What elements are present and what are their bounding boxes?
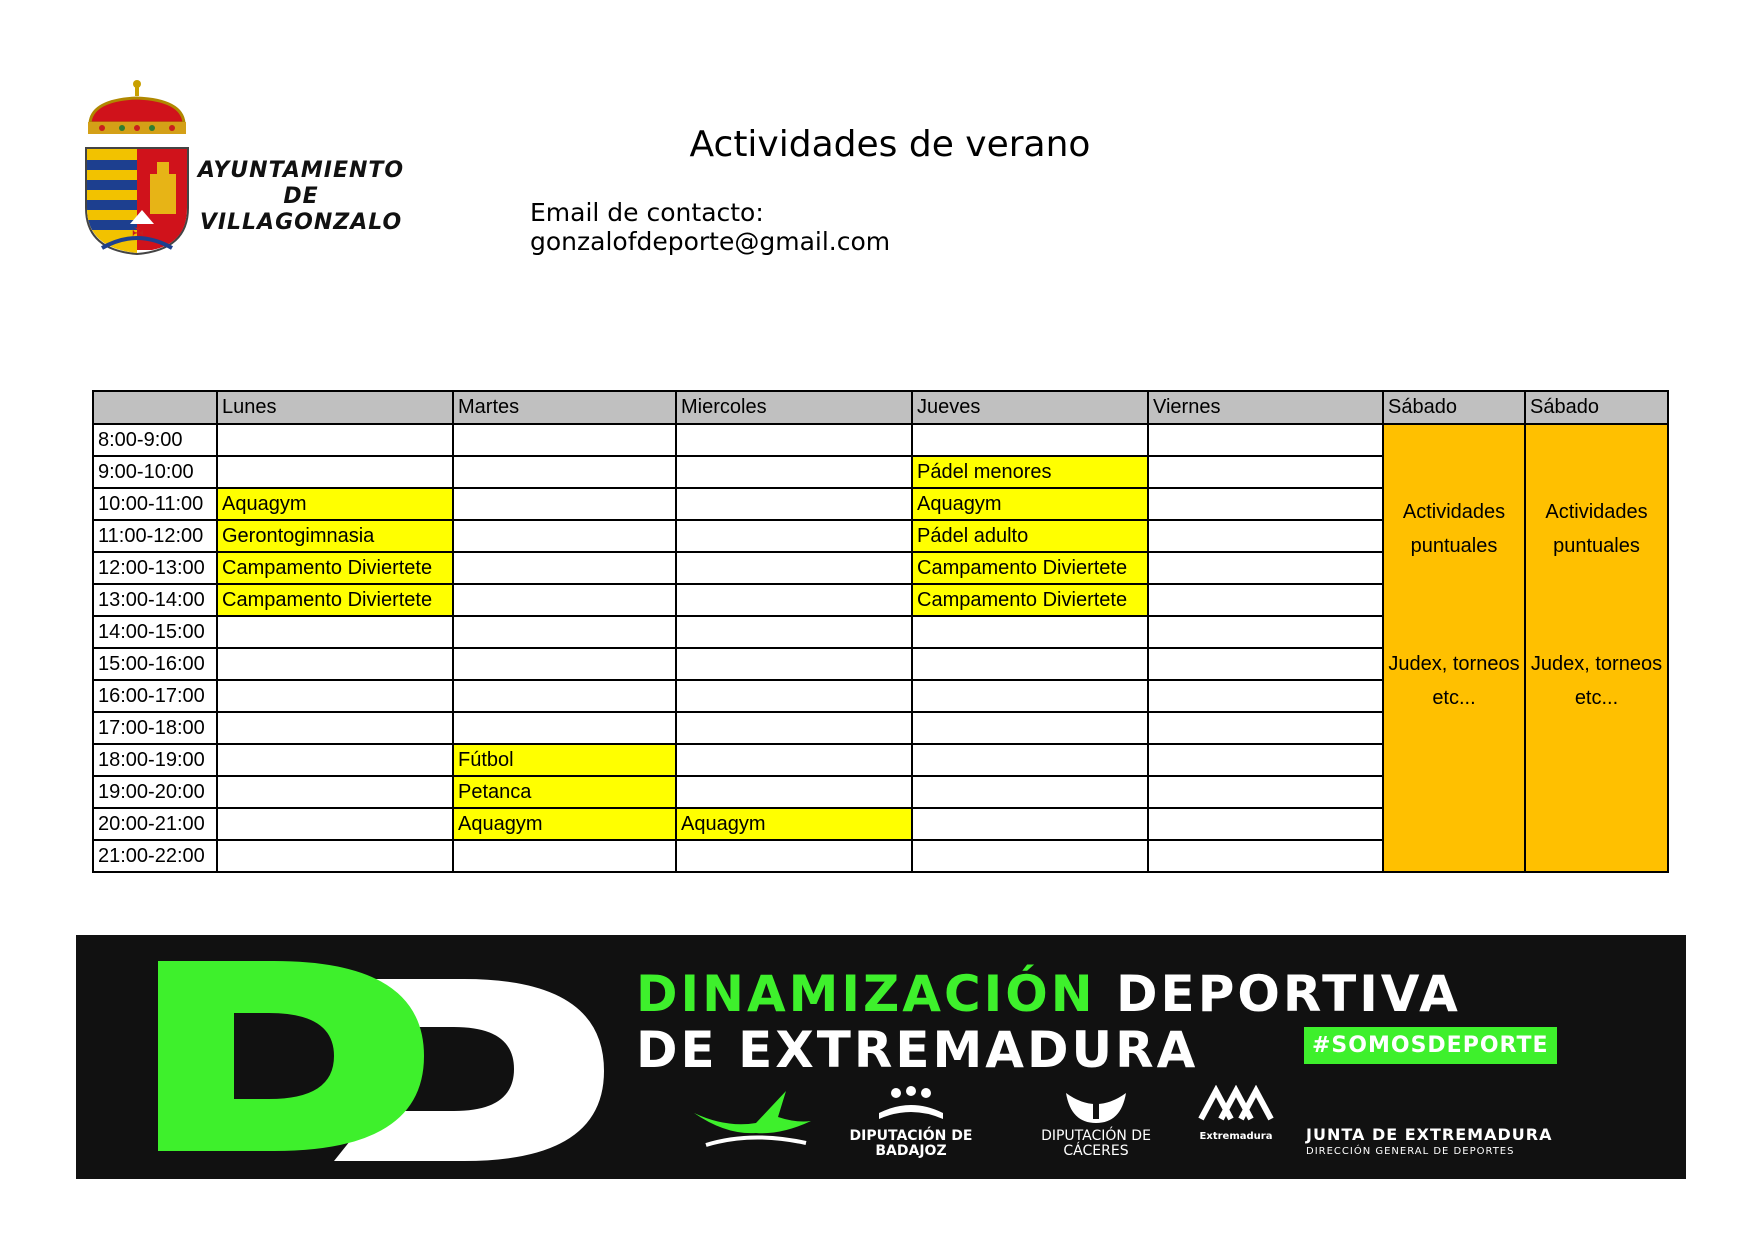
activity-cell-viernes xyxy=(1148,648,1383,680)
activity-cell-martes xyxy=(453,424,676,456)
activity-cell-miercoles xyxy=(676,776,912,808)
time-slot-cell: 19:00-20:00 xyxy=(93,776,217,808)
banner-word-deportiva: DEPORTIVA xyxy=(1116,965,1461,1023)
saturday-activities-cell-2 xyxy=(1525,424,1668,872)
activity-cell-martes: Petanca xyxy=(453,776,676,808)
activity-cell-miercoles xyxy=(676,552,912,584)
extremadura-label: Extremadura xyxy=(1199,1131,1273,1142)
junta-label: JUNTA DE EXTREMADURA xyxy=(1306,1125,1553,1144)
activity-cell-martes: Aquagym xyxy=(453,808,676,840)
activity-cell-miercoles xyxy=(676,456,912,488)
activity-cell-viernes xyxy=(1148,584,1383,616)
activity-cell-jueves xyxy=(912,712,1148,744)
activity-cell-lunes: Campamento Diviertete xyxy=(217,584,453,616)
activity-cell-martes xyxy=(453,552,676,584)
activity-cell-viernes xyxy=(1148,424,1383,456)
activity-cell-martes xyxy=(453,616,676,648)
activity-cell-lunes: Aquagym xyxy=(217,488,453,520)
org-line-1: AYUNTAMIENTO xyxy=(197,158,405,183)
activity-cell-martes xyxy=(453,488,676,520)
activity-cell-jueves: Pádel adulto xyxy=(912,520,1148,552)
activity-cell-miercoles xyxy=(676,648,912,680)
activity-cell-jueves xyxy=(912,776,1148,808)
activity-cell-martes: Fútbol xyxy=(453,744,676,776)
activity-cell-jueves xyxy=(912,680,1148,712)
caceres-label: DIPUTACIÓN DE CÁCERES xyxy=(1041,1128,1151,1159)
activity-cell-viernes xyxy=(1148,520,1383,552)
time-slot-cell: 18:00-19:00 xyxy=(93,744,217,776)
activity-cell-viernes xyxy=(1148,808,1383,840)
activity-cell-miercoles xyxy=(676,488,912,520)
activity-cell-martes xyxy=(453,680,676,712)
activity-cell-lunes: Campamento Diviertete xyxy=(217,552,453,584)
activity-cell-viernes xyxy=(1148,552,1383,584)
activity-cell-viernes xyxy=(1148,776,1383,808)
header-sabado-1: Sábado xyxy=(1383,391,1525,424)
saturday-line-1: Actividades xyxy=(1545,501,1648,523)
banner-heading-line-1 xyxy=(636,965,1461,1023)
activity-cell-miercoles xyxy=(676,584,912,616)
activity-cell-lunes: Gerontogimnasia xyxy=(217,520,453,552)
time-slot-cell: 11:00-12:00 xyxy=(93,520,217,552)
junta-sublabel: DIRECCIÓN GENERAL DE DEPORTES xyxy=(1306,1146,1515,1157)
sport-figure-icon xyxy=(686,1083,816,1153)
saturday-line-4: etc... xyxy=(1574,687,1619,709)
header-martes: Martes xyxy=(453,391,676,424)
activity-cell-jueves: Aquagym xyxy=(912,488,1148,520)
diputacion-badajoz-logo xyxy=(836,1085,986,1159)
page-title: Actividades de verano xyxy=(689,124,1091,165)
time-slot-cell: 17:00-18:00 xyxy=(93,712,217,744)
activity-cell-viernes xyxy=(1148,616,1383,648)
time-slot-cell: 13:00-14:00 xyxy=(93,584,217,616)
activity-cell-lunes xyxy=(217,744,453,776)
activity-cell-miercoles xyxy=(676,520,912,552)
badajoz-label: DIPUTACIÓN DE BADAJOZ xyxy=(849,1128,973,1159)
activity-cell-martes xyxy=(453,840,676,872)
saturday-line-2: puntuales xyxy=(1553,535,1640,557)
saturday-activities-cell-1 xyxy=(1383,424,1525,872)
activity-cell-miercoles xyxy=(676,680,912,712)
activity-cell-jueves: Campamento Diviertete xyxy=(912,552,1148,584)
saturday-line-4: etc... xyxy=(1432,687,1476,709)
activity-cell-jueves xyxy=(912,744,1148,776)
activity-cell-viernes xyxy=(1148,488,1383,520)
activity-cell-miercoles xyxy=(676,840,912,872)
saturday-line-1: Actividades xyxy=(1402,501,1506,523)
activity-cell-lunes xyxy=(217,616,453,648)
header-lunes: Lunes xyxy=(217,391,453,424)
header-time xyxy=(93,391,217,424)
header-viernes: Viernes xyxy=(1148,391,1383,424)
contact-email: Email de contacto: gonzalofdeporte@gmail.com xyxy=(530,198,891,256)
saturday-line-2: puntuales xyxy=(1410,535,1498,557)
header-jueves: Jueves xyxy=(912,391,1148,424)
activity-cell-viernes xyxy=(1148,680,1383,712)
badajoz-people-icon xyxy=(871,1085,951,1125)
time-slot-cell: 15:00-16:00 xyxy=(93,648,217,680)
org-line-3: VILLAGONZALO xyxy=(199,210,403,235)
time-slot-cell: 16:00-17:00 xyxy=(93,680,217,712)
activity-cell-martes xyxy=(453,712,676,744)
dd-logo-icon xyxy=(134,961,604,1161)
activity-cell-lunes xyxy=(217,840,453,872)
activity-cell-viernes xyxy=(1148,712,1383,744)
hashtag-badge: #SOMOSDEPORTE xyxy=(1304,1027,1557,1064)
activity-cell-jueves xyxy=(912,616,1148,648)
saturday-line-3: Judex, torneos xyxy=(1388,653,1520,675)
activity-cell-lunes xyxy=(217,776,453,808)
activity-cell-miercoles: Aquagym xyxy=(676,808,912,840)
activity-cell-viernes xyxy=(1148,456,1383,488)
time-slot-cell: 14:00-15:00 xyxy=(93,616,217,648)
activity-cell-martes xyxy=(453,520,676,552)
activity-cell-miercoles xyxy=(676,744,912,776)
activity-cell-jueves xyxy=(912,648,1148,680)
saturday-line-3: Judex, torneos xyxy=(1530,653,1663,675)
activity-cell-martes xyxy=(453,456,676,488)
time-slot-cell: 9:00-10:00 xyxy=(93,456,217,488)
extremadura-figures-icon xyxy=(1191,1085,1281,1125)
activity-cell-lunes xyxy=(217,808,453,840)
junta-extremadura-logo xyxy=(1306,1085,1566,1157)
municipality-name xyxy=(190,158,412,236)
activity-cell-lunes xyxy=(217,648,453,680)
activity-cell-martes xyxy=(453,648,676,680)
header-miercoles: Miercoles xyxy=(676,391,912,424)
coat-of-arms-logo xyxy=(82,78,192,260)
time-slot-cell: 21:00-22:00 xyxy=(93,840,217,872)
activity-cell-lunes xyxy=(217,456,453,488)
sponsor-banner xyxy=(76,935,1686,1179)
activity-cell-lunes xyxy=(217,712,453,744)
activity-cell-viernes xyxy=(1148,744,1383,776)
activity-cell-miercoles xyxy=(676,424,912,456)
time-slot-cell: 10:00-11:00 xyxy=(93,488,217,520)
table-header-row xyxy=(93,391,1668,424)
time-slot-cell: 8:00-9:00 xyxy=(93,424,217,456)
banner-word-dinamizacion: DINAMIZACIÓN xyxy=(636,965,1096,1023)
caceres-emblem-icon xyxy=(1061,1085,1131,1125)
activity-cell-jueves: Pádel menores xyxy=(912,456,1148,488)
diputacion-caceres-logo xyxy=(1016,1085,1176,1159)
activity-cell-miercoles xyxy=(676,616,912,648)
svg-text:✠: ✠ xyxy=(132,226,144,242)
activity-cell-jueves xyxy=(912,424,1148,456)
activity-cell-jueves xyxy=(912,808,1148,840)
activity-cell-jueves xyxy=(912,840,1148,872)
activity-cell-miercoles xyxy=(676,712,912,744)
time-slot-cell: 12:00-13:00 xyxy=(93,552,217,584)
activity-cell-martes xyxy=(453,584,676,616)
activity-schedule-table xyxy=(92,390,1669,873)
activity-cell-jueves: Campamento Diviertete xyxy=(912,584,1148,616)
activity-cell-lunes xyxy=(217,680,453,712)
activity-cell-lunes xyxy=(217,424,453,456)
table-row xyxy=(93,424,1668,456)
org-line-2: DE xyxy=(283,184,319,209)
time-slot-cell: 20:00-21:00 xyxy=(93,808,217,840)
extremadura-deporte-logo xyxy=(1181,1085,1291,1144)
header-sabado-2: Sábado xyxy=(1525,391,1668,424)
activity-cell-viernes xyxy=(1148,840,1383,872)
banner-heading-line-2: DE EXTREMADURA xyxy=(636,1021,1199,1079)
